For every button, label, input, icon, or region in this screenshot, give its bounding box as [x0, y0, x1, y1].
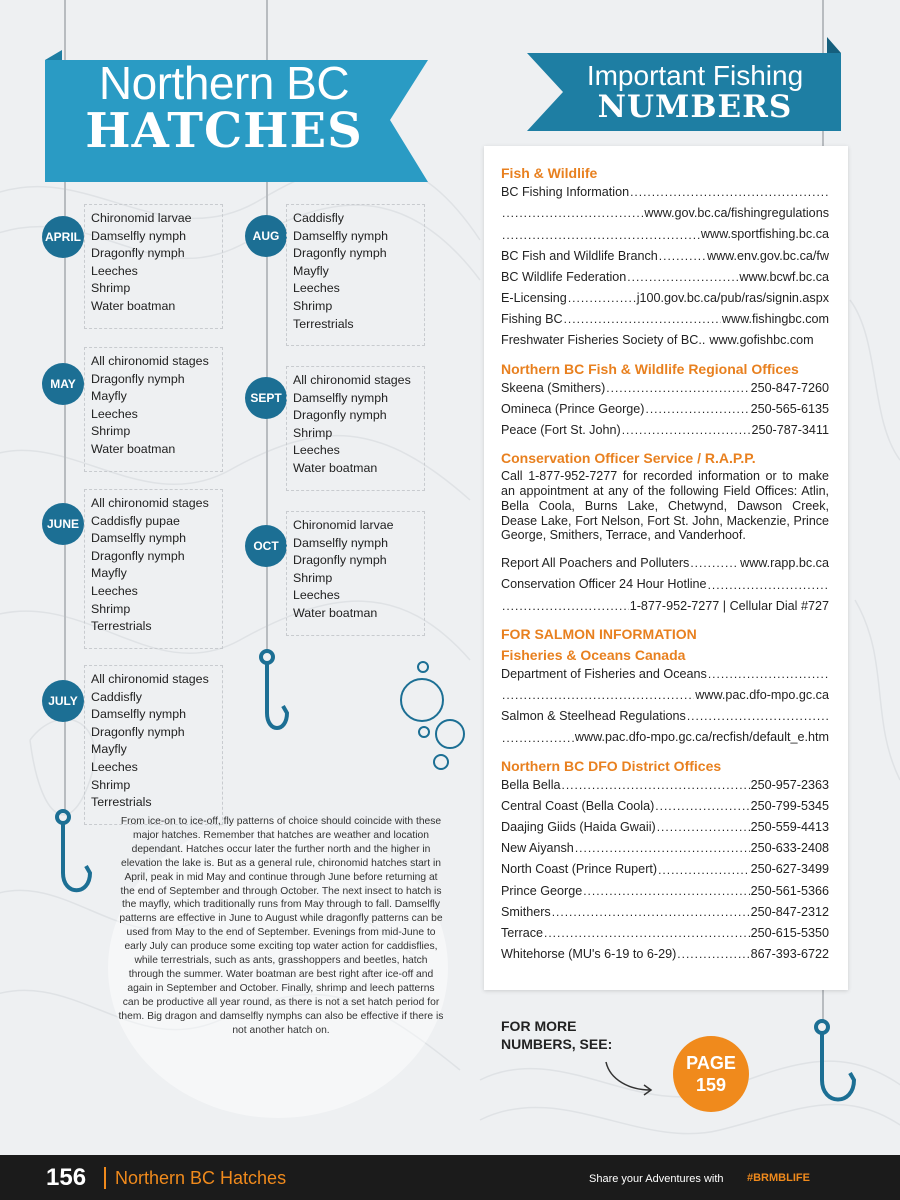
contact-name: Smithers: [501, 904, 551, 919]
hatch-item: Water boatman: [293, 460, 378, 475]
footer-divider: [104, 1167, 106, 1189]
month-list-april: [84, 204, 223, 329]
month-badge-april: APRIL: [42, 216, 84, 258]
contact-row: [501, 685, 829, 706]
contact-row: [501, 309, 829, 330]
hatch-item: Leeches: [293, 281, 340, 296]
contact-row: [501, 706, 829, 727]
month-badge-july: JULY: [42, 680, 84, 722]
contact-name: North Coast (Prince Rupert): [501, 862, 658, 877]
hatch-item: Caddisfly: [91, 689, 142, 704]
hatch-item: Terrestrials: [91, 619, 152, 634]
numbers-title-line1: Important Fishing: [586, 60, 804, 91]
contact-link[interactable]: www.bcwf.bc.ca: [739, 269, 829, 284]
contact-row: [501, 727, 829, 748]
month-list-july: [84, 665, 223, 825]
page-word: PAGE: [686, 1053, 736, 1073]
section-heading: Northern BC Fish & Wildlife Regional Offices: [501, 360, 799, 377]
fishhook-icon: [808, 1018, 863, 1108]
hatch-item: Water boatman: [91, 298, 176, 313]
hatch-item: All chironomid stages: [293, 373, 411, 387]
hatch-item: Dragonfly nymph: [293, 553, 387, 568]
contact-link[interactable]: www.sportfishing.bc.ca: [700, 227, 829, 242]
contact-row: [501, 838, 829, 859]
contact-name: Fishing BC: [501, 312, 563, 327]
month-badge-june: JUNE: [42, 503, 84, 545]
hatch-item: Leeches: [293, 588, 340, 603]
hatch-item: Leeches: [91, 759, 138, 774]
hatch-item: Dragonfly nymph: [91, 246, 185, 261]
contact-row: [501, 902, 829, 923]
hatch-item: Terrestrials: [293, 316, 354, 331]
section-description: Call 1-877-952-7277 for recorded information or to make an appointment at any of the following Field Offices: Atlin, Bella Coola, Burns Lake, Chetwynd, Dawson Creek, Dease Lake, Fort Nelson, Fort St. John, Mackenzie, Prince George, Smithers, Terrace, and Vanderhoof.: [501, 469, 829, 543]
fishhook-icon: [50, 808, 100, 898]
contact-row: [501, 203, 829, 224]
contact-link[interactable]: www.pac.dfo-mpo.gc.ca: [695, 688, 829, 703]
hatch-item: Caddisfly: [293, 211, 344, 225]
contact-link[interactable]: j100.gov.bc.ca/pub/ras/signin.aspx: [636, 291, 829, 306]
contact-name: Whitehorse (MU's 6-19 to 6-29): [501, 947, 677, 962]
hatch-item: Dragonfly nymph: [293, 408, 387, 423]
contact-name: Skeena (Smithers): [501, 380, 606, 395]
section-heading: FOR SALMON INFORMATION: [501, 625, 697, 642]
fishhook-icon: [250, 648, 290, 738]
contact-name: Report All Poachers and Polluters: [501, 556, 690, 571]
contact-link[interactable]: www.fishingbc.com: [721, 312, 829, 327]
hatch-item: Dragonfly nymph: [91, 371, 185, 386]
contact-name: Terrace: [501, 926, 543, 941]
hatch-item: Dragonfly nymph: [293, 246, 387, 261]
contact-phone: 250-561-5366: [750, 883, 829, 898]
section-heading: Conservation Officer Service / R.A.P.P.: [501, 450, 756, 467]
hatch-item: Dragonfly nymph: [91, 724, 185, 739]
contact-link[interactable]: www.pac.dfo-mpo.gc.ca/recfish/default_e.htm: [574, 730, 829, 745]
footer-brand: #BRMBLIFE: [747, 1172, 810, 1184]
contact-row: [501, 182, 829, 203]
contact-phone: 250-559-4413: [750, 820, 829, 835]
contact-name: Department of Fisheries and Oceans: [501, 666, 707, 681]
hatch-item: Damselfly nymph: [293, 535, 389, 550]
hatches-title: [44, 57, 404, 159]
hatch-item: Water boatman: [91, 441, 176, 456]
contact-row: [501, 923, 829, 944]
contact-name: Freshwater Fisheries Society of BC..: [501, 333, 706, 348]
bubbles-icon: [396, 658, 470, 774]
hatch-item: Mayfly: [91, 389, 127, 404]
section-heading: Northern BC DFO District Offices: [501, 757, 722, 774]
contact-row: [501, 881, 829, 902]
contact-row: [501, 596, 829, 617]
contact-name: New Aiyansh: [501, 841, 574, 856]
hatch-item: Caddisfly pupae: [91, 513, 180, 528]
hatch-item: Damselfly nymph: [293, 228, 389, 243]
contact-link[interactable]: www.env.gov.bc.ca/fw: [706, 248, 829, 263]
month-list-oct: [286, 511, 425, 636]
hatch-item: Water boatman: [293, 605, 378, 620]
hatch-item: All chironomid stages: [91, 672, 209, 686]
hatch-item: Damselfly nymph: [91, 531, 187, 546]
hatch-item: All chironomid stages: [91, 496, 209, 510]
hatch-item: Shrimp: [91, 777, 131, 792]
contact-row: [501, 817, 829, 838]
more-numbers-line2: NUMBERS, SEE:: [501, 1036, 613, 1052]
page-reference-number: 159: [695, 1075, 727, 1095]
contact-link[interactable]: www.rapp.bc.ca: [740, 556, 829, 571]
contact-phone: 250-565-6135: [750, 401, 829, 416]
hatch-item: Damselfly nymph: [91, 228, 187, 243]
contact-phone: 250-787-3411: [751, 423, 829, 438]
hatches-paragraph: From ice-on to ice-off, fly patterns of choice should coincide with these major hatches. Remember that hatches are weather and location dependant. Hatches occur later the further north and the higher in elevation the lake is. But as a general rule, chironomid hatches start in April, peak in mid May and continue through June before returning at the end of September and through October. The next insect to hatch is the mayfly, which traditionally runs from May through to fall. Damselfly patterns are effective in June to August while dragonfly patterns can be used from May to the end of September. Evenings from mid-June to early July can produce some exciting top water action for caddisflies, while terrestrials, such as ants, grasshoppers and beetles, hatch through the summer. Water boatman are best right after ice-off and again in September and October. Finally, shrimp and leech patterns can be productive all year round, as there is not a set hatch period for them. Big dragon and damselfly nymphs can also be effective if there is not another hatch on.: [118, 816, 444, 1036]
curved-arrow-icon: [600, 1058, 660, 1098]
contact-row: [501, 330, 829, 351]
hatch-item: Dragonfly nymph: [91, 548, 185, 563]
hatches-title-line1: Northern BC: [98, 57, 350, 109]
contact-name: Peace (Fort St. John): [501, 423, 621, 438]
contact-name: Omineca (Prince George): [501, 401, 645, 416]
month-badge-aug: AUG: [245, 215, 287, 257]
contact-row: [501, 664, 829, 685]
month-list-june: [84, 489, 223, 649]
numbers-card: [484, 146, 848, 990]
contact-row: [501, 267, 829, 288]
hatch-item: Leeches: [91, 263, 138, 278]
contact-row: [501, 378, 829, 399]
hatch-item: Shrimp: [293, 570, 333, 585]
footer-title: Northern BC Hatches: [115, 1168, 287, 1188]
contact-row: [501, 859, 829, 880]
hatch-item: All chironomid stages: [91, 354, 209, 368]
contact-row: [501, 775, 829, 796]
hatch-item: Damselfly nymph: [91, 707, 187, 722]
contact-name: BC Wildlife Federation: [501, 269, 627, 284]
month-badge-sept: SEPT: [245, 377, 287, 419]
hatch-item: Leeches: [91, 583, 138, 598]
contact-row: [501, 420, 829, 441]
hatch-item: Mayfly: [91, 566, 127, 581]
contact-phone: 250-627-3499: [750, 862, 829, 877]
hatch-item: Leeches: [91, 406, 138, 421]
hatch-item: Shrimp: [91, 601, 131, 616]
contact-name: Conservation Officer 24 Hour Hotline: [501, 577, 707, 592]
hatch-item: Shrimp: [293, 298, 333, 313]
contact-row: [501, 553, 829, 574]
page-number: 156: [46, 1164, 87, 1191]
section-heading: Fish & Wildlife: [501, 165, 598, 181]
numbers-title-line2: NUMBERS: [597, 89, 793, 125]
hatch-item: Mayfly: [91, 742, 127, 757]
contact-phone: 250-633-2408: [750, 841, 829, 856]
contact-row: [501, 796, 829, 817]
hatch-item: Shrimp: [91, 424, 131, 439]
contact-phone: 250-847-7260: [750, 380, 829, 395]
contact-name: Prince George: [501, 883, 583, 898]
contact-name: Bella Bella: [501, 777, 561, 792]
more-numbers-note: [501, 1017, 612, 1053]
contact-row: [501, 246, 829, 267]
hatch-item: Leeches: [293, 443, 340, 458]
month-badge-oct: OCT: [245, 525, 287, 567]
contact-row: [501, 574, 829, 595]
hatch-item: Shrimp: [293, 425, 333, 440]
contact-phone: 1-877-952-7277 | Cellular Dial #727: [629, 598, 829, 613]
hatch-item: Chironomid larvae: [293, 518, 394, 532]
more-numbers-line1: FOR MORE: [501, 1018, 577, 1034]
contact-phone: 250-847-2312: [750, 904, 829, 919]
contact-phone: 867-393-6722: [750, 947, 829, 962]
month-list-may: [84, 347, 223, 472]
section-subheading: Fisheries & Oceans Canada: [501, 646, 686, 663]
contact-row: [501, 399, 829, 420]
contact-link[interactable]: www.gofishbc.com: [709, 333, 814, 348]
numbers-title: [555, 62, 835, 124]
hatch-item: Terrestrials: [91, 795, 152, 810]
hatch-item: Mayfly: [293, 263, 329, 278]
contact-name: E-Licensing: [501, 291, 567, 306]
month-list-sept: [286, 366, 425, 491]
contact-name: Central Coast (Bella Coola): [501, 798, 655, 813]
month-badge-may: MAY: [42, 363, 84, 405]
hatch-item: Damselfly nymph: [293, 390, 389, 405]
month-list-aug: [286, 204, 425, 346]
contact-row: [501, 224, 829, 245]
contact-name: Salmon & Steelhead Regulations: [501, 709, 686, 724]
contact-phone: 250-615-5350: [750, 926, 829, 941]
footer-share-text: Share your Adventures with: [589, 1173, 724, 1185]
contact-name: BC Fish and Wildlife Branch: [501, 248, 658, 263]
contact-name: Daajing Giids (Haida Gwaii): [501, 820, 656, 835]
contact-phone: 250-799-5345: [750, 798, 829, 813]
page-reference-badge[interactable]: [673, 1036, 749, 1112]
contact-link[interactable]: www.gov.bc.ca/fishingregulations: [644, 206, 829, 221]
contact-row: [501, 944, 829, 965]
hatch-item: Chironomid larvae: [91, 211, 192, 225]
hatch-item: Shrimp: [91, 281, 131, 296]
hatches-title-line2: HATCHES: [85, 103, 363, 159]
contact-phone: 250-957-2363: [750, 777, 829, 792]
page-footer: [0, 1155, 900, 1200]
contact-row: [501, 288, 829, 309]
contact-name: BC Fishing Information: [501, 185, 630, 199]
